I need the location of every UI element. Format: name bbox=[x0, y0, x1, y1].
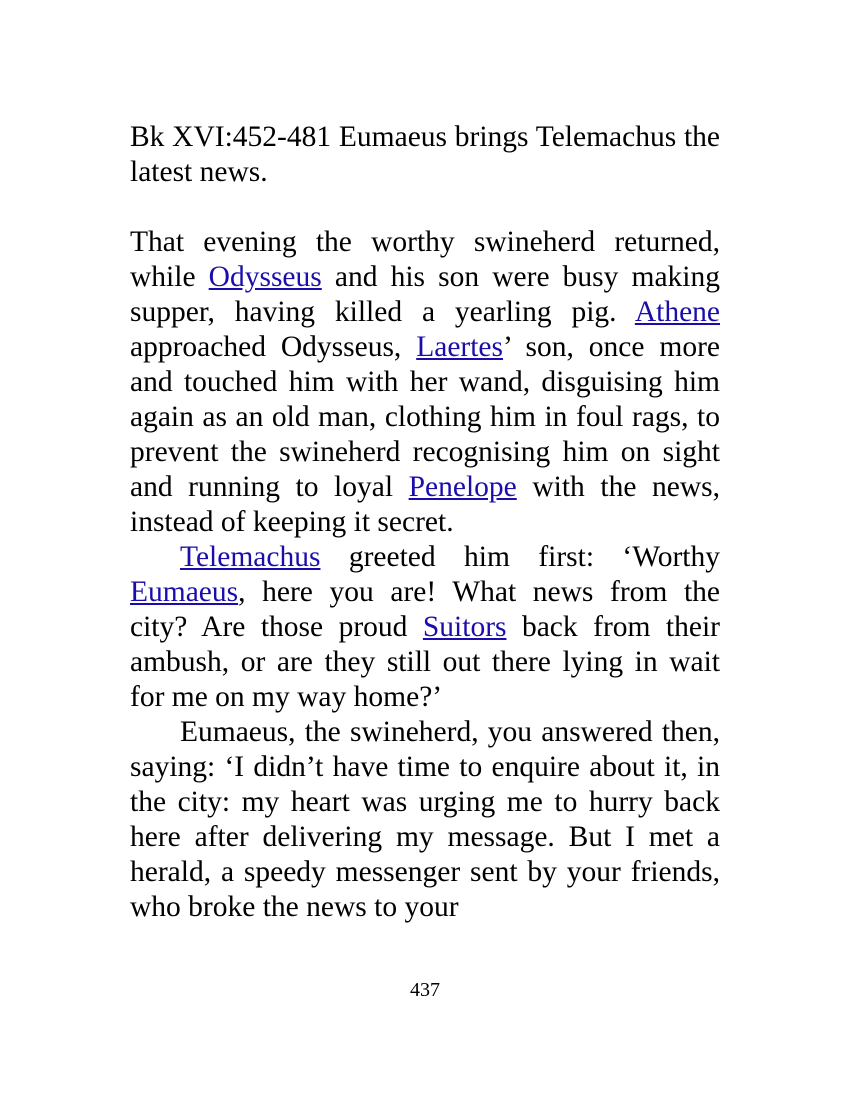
section-heading: Bk XVI:452-481 Eumaeus brings Telemachus the latest news. bbox=[130, 121, 720, 188]
link-telemachus[interactable]: Telemachus bbox=[180, 541, 321, 573]
page-number: 437 bbox=[410, 979, 440, 1001]
page-body bbox=[130, 120, 720, 925]
text-run: ’ son, once more and touched him with her wand, disguising him again as an old man, clothing him in foul rags, to prevent the swineherd recognising him on sight and running to loyal bbox=[130, 331, 720, 503]
text-run: greeted him first: ‘Worthy bbox=[320, 541, 720, 573]
link-laertes[interactable]: Laertes bbox=[416, 331, 504, 363]
text-run: That evening the worthy swineherd returned, while bbox=[130, 226, 720, 293]
text-run: and his son were busy making supper, having killed a yearling pig. bbox=[130, 261, 721, 328]
text-run: approached Odysseus, bbox=[130, 331, 417, 363]
link-penelope[interactable]: Penelope bbox=[408, 471, 517, 503]
paragraph-2 bbox=[130, 540, 720, 715]
link-eumaeus[interactable]: Eumaeus bbox=[130, 576, 239, 608]
paragraph-1 bbox=[130, 225, 720, 540]
link-suitors[interactable]: Suitors bbox=[422, 611, 507, 643]
link-odysseus[interactable]: Odysseus bbox=[208, 261, 322, 293]
paragraph-3 bbox=[130, 715, 720, 925]
link-athene[interactable]: Athene bbox=[634, 296, 720, 328]
text-run: , here you are! What news from the city? Are those proud bbox=[130, 576, 720, 643]
text-run: with the news, instead of keeping it secret. bbox=[130, 471, 720, 538]
text-run: back from their ambush, or are they still out there lying in wait for me on my way home?’ bbox=[130, 611, 720, 713]
text-run: Eumaeus, the swineherd, you answered then, saying: ‘I didn’t have time to enquire about it, in the city: my heart was urging me to hurry back here after delivering my message. But I met a herald, a speedy messenger sent by your friends, who broke the news to your bbox=[130, 716, 720, 923]
